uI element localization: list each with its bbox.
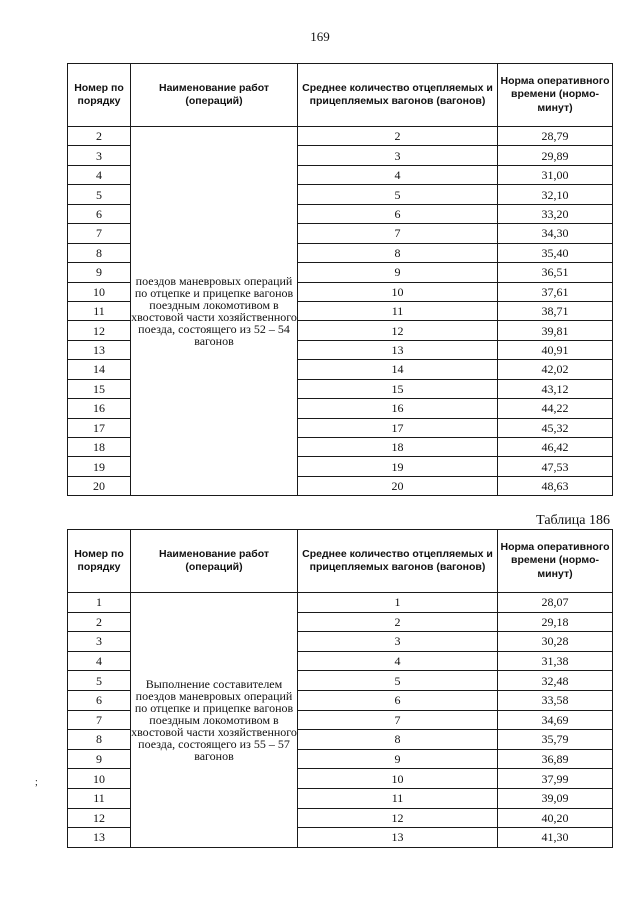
row-number: 2 xyxy=(68,612,131,632)
time-norm: 47,53 xyxy=(498,457,613,476)
wagon-count: 2 xyxy=(298,612,498,632)
wagon-count: 5 xyxy=(298,185,498,204)
row-number: 18 xyxy=(68,438,131,457)
time-norm: 39,81 xyxy=(498,321,613,340)
wagon-count: 18 xyxy=(298,438,498,457)
wagon-count: 9 xyxy=(298,749,498,769)
wagon-count: 19 xyxy=(298,457,498,476)
row-number: 19 xyxy=(68,457,131,476)
wagon-count: 12 xyxy=(298,808,498,828)
wagon-count: 3 xyxy=(298,632,498,652)
row-number: 6 xyxy=(68,204,131,223)
wagon-count: 4 xyxy=(298,165,498,184)
time-norm: 45,32 xyxy=(498,418,613,437)
time-norm: 32,48 xyxy=(498,671,613,691)
wagon-count: 6 xyxy=(298,690,498,710)
header-time-norm: Норма оперативного времени (нормо-минут) xyxy=(498,530,613,593)
table-caption: Таблица 186 xyxy=(536,513,610,528)
time-norm: 35,79 xyxy=(498,730,613,750)
header-wagon-count: Среднее количество отцепляемых и прицепляемых вагонов (вагонов) xyxy=(298,530,498,593)
time-norm: 36,51 xyxy=(498,263,613,282)
time-norm: 32,10 xyxy=(498,185,613,204)
wagon-count: 7 xyxy=(298,710,498,730)
wagon-count: 7 xyxy=(298,224,498,243)
time-norm: 34,30 xyxy=(498,224,613,243)
row-number: 11 xyxy=(68,788,131,808)
time-norm: 28,79 xyxy=(498,127,613,146)
row-number: 15 xyxy=(68,379,131,398)
header-time-norm: Норма оперативного времени (нормо-минут) xyxy=(498,64,613,127)
row-number: 4 xyxy=(68,165,131,184)
time-norm: 40,20 xyxy=(498,808,613,828)
norms-table-186 xyxy=(67,529,613,848)
time-norm: 33,58 xyxy=(498,690,613,710)
row-number: 16 xyxy=(68,399,131,418)
wagon-count: 1 xyxy=(298,593,498,613)
row-number: 4 xyxy=(68,651,131,671)
row-number: 17 xyxy=(68,418,131,437)
time-norm: 38,71 xyxy=(498,301,613,320)
time-norm: 48,63 xyxy=(498,476,613,495)
row-number: 8 xyxy=(68,730,131,750)
wagon-count: 8 xyxy=(298,243,498,262)
wagon-count: 14 xyxy=(298,360,498,379)
time-norm: 43,12 xyxy=(498,379,613,398)
row-number: 5 xyxy=(68,185,131,204)
time-norm: 37,61 xyxy=(498,282,613,301)
row-number: 1 xyxy=(68,593,131,613)
time-norm: 40,91 xyxy=(498,340,613,359)
time-norm: 36,89 xyxy=(498,749,613,769)
wagon-count: 6 xyxy=(298,204,498,223)
wagon-count: 5 xyxy=(298,671,498,691)
row-number: 14 xyxy=(68,360,131,379)
wagon-count: 20 xyxy=(298,476,498,495)
time-norm: 41,30 xyxy=(498,828,613,848)
wagon-count: 13 xyxy=(298,828,498,848)
table-row xyxy=(68,127,613,146)
operation-description: Выполнение составителем поездов маневровых операций по отцепке и прицепке вагонов поездным локомотивом в хвостовой части хозяйственного поезда, состоящего из 55 – 57 вагонов xyxy=(131,593,298,848)
wagon-count: 10 xyxy=(298,282,498,301)
row-number: 10 xyxy=(68,769,131,789)
wagon-count: 11 xyxy=(298,788,498,808)
table-header-row xyxy=(68,64,613,127)
time-norm: 29,89 xyxy=(498,146,613,165)
norms-table-continued xyxy=(67,63,613,496)
wagon-count: 2 xyxy=(298,127,498,146)
time-norm: 31,38 xyxy=(498,651,613,671)
wagon-count: 3 xyxy=(298,146,498,165)
header-operation-name: Наименование работ (операций) xyxy=(131,64,298,127)
time-norm: 30,28 xyxy=(498,632,613,652)
row-number: 9 xyxy=(68,749,131,769)
table-header-row xyxy=(68,530,613,593)
wagon-count: 4 xyxy=(298,651,498,671)
wagon-count: 9 xyxy=(298,263,498,282)
header-number: Номер по порядку xyxy=(68,530,131,593)
row-number: 8 xyxy=(68,243,131,262)
wagon-count: 12 xyxy=(298,321,498,340)
time-norm: 35,40 xyxy=(498,243,613,262)
row-number: 5 xyxy=(68,671,131,691)
time-norm: 28,07 xyxy=(498,593,613,613)
table-row xyxy=(68,593,613,613)
wagon-count: 17 xyxy=(298,418,498,437)
time-norm: 33,20 xyxy=(498,204,613,223)
row-number: 13 xyxy=(68,828,131,848)
time-norm: 29,18 xyxy=(498,612,613,632)
row-number: 7 xyxy=(68,224,131,243)
time-norm: 37,99 xyxy=(498,769,613,789)
header-operation-name: Наименование работ (операций) xyxy=(131,530,298,593)
row-number: 10 xyxy=(68,282,131,301)
wagon-count: 10 xyxy=(298,769,498,789)
row-number: 7 xyxy=(68,710,131,730)
wagon-count: 13 xyxy=(298,340,498,359)
row-number: 13 xyxy=(68,340,131,359)
row-number: 9 xyxy=(68,263,131,282)
header-wagon-count: Среднее количество отцепляемых и прицепляемых вагонов (вагонов) xyxy=(298,64,498,127)
row-number: 3 xyxy=(68,146,131,165)
row-number: 12 xyxy=(68,321,131,340)
time-norm: 31,00 xyxy=(498,165,613,184)
page-number: 169 xyxy=(310,29,330,44)
time-norm: 34,69 xyxy=(498,710,613,730)
time-norm: 44,22 xyxy=(498,399,613,418)
row-number: 11 xyxy=(68,301,131,320)
wagon-count: 8 xyxy=(298,730,498,750)
row-number: 12 xyxy=(68,808,131,828)
wagon-count: 16 xyxy=(298,399,498,418)
time-norm: 42,02 xyxy=(498,360,613,379)
operation-description: поездов маневровых операций по отцепке и прицепке вагонов поездным локомотивом в хвостовой части хозяйственного поезда, состоящего из 52 – 54 вагонов xyxy=(131,127,298,496)
row-number: 20 xyxy=(68,476,131,495)
row-number: 3 xyxy=(68,632,131,652)
wagon-count: 11 xyxy=(298,301,498,320)
time-norm: 46,42 xyxy=(498,438,613,457)
row-number: 2 xyxy=(68,127,131,146)
wagon-count: 15 xyxy=(298,379,498,398)
row-number: 6 xyxy=(68,690,131,710)
margin-mark: ; xyxy=(35,777,38,788)
time-norm: 39,09 xyxy=(498,788,613,808)
header-number: Номер по порядку xyxy=(68,64,131,127)
